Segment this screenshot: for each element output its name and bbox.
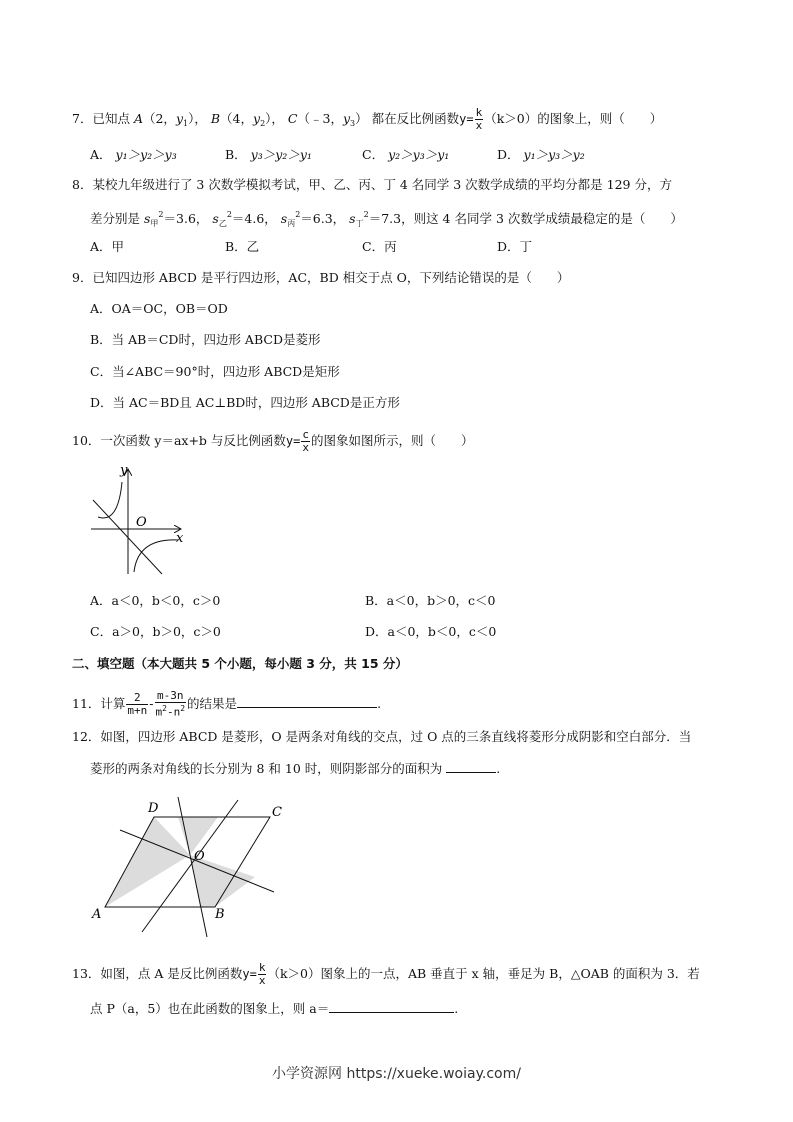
q12-label-o: O bbox=[194, 849, 205, 864]
q11-fraction-2: $\frac{m-3n}{m^2-n^2}$ bbox=[155, 689, 186, 719]
q10-option-c: C．a＞0，b＞0，c＞0 bbox=[90, 624, 221, 639]
q8-option-c: C．丙 bbox=[362, 239, 397, 254]
q10-label-x: x bbox=[176, 531, 184, 546]
q10-option-d: D．a＜0，b＜0，c＜0 bbox=[365, 624, 497, 639]
q7-fraction: $\frac{k}{x}$ bbox=[475, 106, 483, 132]
q12-stem-line1: 12．如图，四边形 ABCD 是菱形，O 是两条对角线的交点，过 O 点的三条直线将菱形分成阴影和空白部分．当 bbox=[72, 729, 692, 744]
q12-rhombus-figure bbox=[90, 792, 290, 940]
q8-option-b: B．乙 bbox=[225, 239, 260, 254]
q7-option-a: A． y₁＞y₂＞y₃ bbox=[90, 147, 177, 162]
q9-stem: 9．已知四边形 ABCD 是平行四边形，AC，BD 相交于点 O，下列结论错误的是（ ） bbox=[72, 270, 570, 285]
q10-stem: 10．一次函数 y＝ax+b 与反比例函数y= $\frac{c}{x}$ 的图象如图所示，则（ ） bbox=[72, 428, 474, 454]
q13-stem-line1: 13．如图，点 A 是反比例函数y= $\frac{k}{x}$ （k＞0）图象上的一点，AB 垂直于 x 轴，垂足为 B，△OAB 的面积为 3．若 bbox=[72, 961, 700, 987]
q12-stem-line2: 菱形的两条对角线的长分别为 8 和 10 时，则阴影部分的面积为 . bbox=[90, 761, 501, 776]
q7-option-d: D． y₁＞y₃＞y₂ bbox=[497, 147, 585, 162]
q11-answer-blank[interactable] bbox=[237, 695, 377, 708]
q10-label-o: O bbox=[136, 515, 147, 530]
q11-stem: 11．计算 $\frac{2}{m+n}$ - $\frac{m-3n}{m^2-n^2}$ 的结果是 . bbox=[72, 689, 382, 719]
q9-option-c: C．当∠ABC＝90°时，四边形 ABCD是矩形 bbox=[90, 364, 340, 379]
q9-option-a: A．OA＝OC，OB＝OD bbox=[90, 301, 228, 316]
q7-option-b: B． y₃＞y₂＞y₁ bbox=[225, 147, 312, 162]
q10-graph bbox=[88, 462, 188, 578]
q13-fraction: $\frac{k}{x}$ bbox=[258, 961, 266, 987]
q9-option-b: B．当 AB＝CD时，四边形 ABCD是菱形 bbox=[90, 332, 321, 347]
q13-stem-line2: 点 P（a，5）也在此函数的图象上，则 a＝ . bbox=[90, 1001, 459, 1016]
q9-option-d: D．当 AC＝BD且 AC⊥BD时，四边形 ABCD是正方形 bbox=[90, 395, 400, 410]
q10-label-y: y bbox=[120, 463, 128, 478]
q10-option-b: B．a＜0，b＞0，c＜0 bbox=[365, 593, 496, 608]
q8-option-a: A．甲 bbox=[90, 239, 125, 254]
q8-stem-line2: 差分别是 $s_甲^2=3.6$， $s_乙^2=4.6$， $s_丙^2=6.3$， $s_丁^2=7.3$，则这 4 名同学 3 次数学成绩最稳定的是（ ） bbox=[90, 210, 683, 228]
q12-label-b: B bbox=[215, 907, 225, 922]
q12-label-a: A bbox=[92, 907, 102, 922]
q10-fraction: $\frac{c}{x}$ bbox=[302, 428, 309, 454]
q8-option-d: D．丁 bbox=[497, 239, 533, 254]
q8-stem-line1: 8．某校九年级进行了 3 次数学模拟考试，甲、乙、丙、丁 4 名同学 3 次数学成绩的平均分都是 129 分，方 bbox=[72, 177, 672, 192]
footer-watermark-text: 小学资源网 https://xueke.woiay.com/ bbox=[272, 1066, 521, 1082]
q12-label-d: D bbox=[148, 801, 159, 816]
q10-hyperbola-branch-upper bbox=[98, 482, 122, 518]
section-title-fill-in: 二、填空题（本大题共 5 个小题，每小题 3 分，共 15 分） bbox=[72, 656, 408, 671]
q12-shaded-region-left bbox=[105, 817, 190, 907]
q12-answer-blank[interactable] bbox=[446, 760, 496, 773]
q10-option-a: A．a＜0，b＜0，c＞0 bbox=[90, 593, 221, 608]
q13-answer-blank[interactable] bbox=[329, 1000, 454, 1013]
q11-fraction-1: $\frac{2}{m+n}$ bbox=[127, 690, 148, 717]
q12-label-c: C bbox=[272, 805, 282, 820]
q7-stem: 7．已知点 A（2，$y_1$）， B（4，$y_2$）， C（﹣3，$y_3$） 都在反比例函数y= $\frac{k}{x}$ （k＞0）的图象上，则（ ） bbox=[72, 106, 663, 132]
q7-option-c: C． y₂＞y₃＞y₁ bbox=[362, 147, 450, 162]
